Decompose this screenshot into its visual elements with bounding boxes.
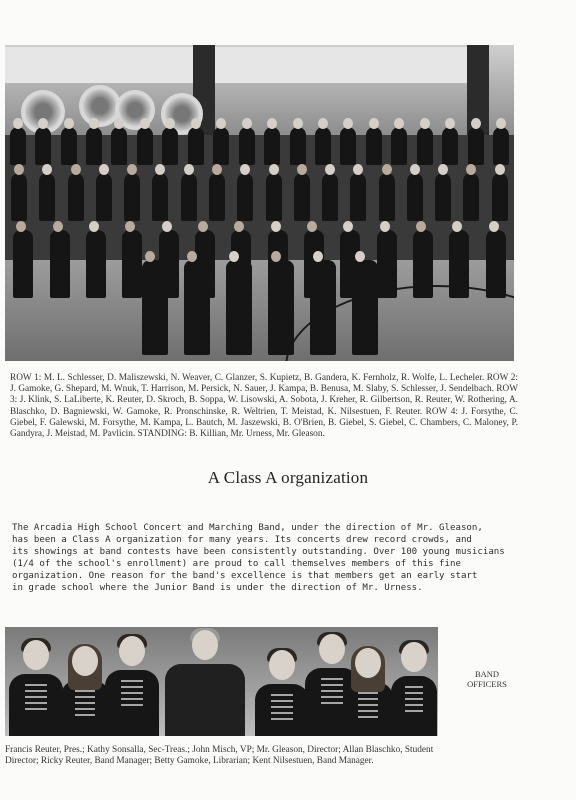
officer-figure: [165, 664, 245, 736]
wall-banner: [215, 47, 470, 83]
band-row-middle: [5, 173, 514, 223]
band-group-photo: [5, 45, 514, 361]
band-row-seated: [5, 260, 514, 360]
band-row-back: [5, 127, 514, 167]
officers-label-line: BAND: [474, 669, 500, 679]
body-line: The Arcadia High School Concert and Marching Band, under the direction of Mr. Gleason,: [12, 523, 483, 533]
officers-photo-caption: Francis Reuter, Pres.; Kathy Sonsalla, Sec-Treas.; John Misch, VP; Mr. Gleason, Director; Allan Blaschko, Student Director; Ricky Reuter, Band Manager; Betty Gamoke, Librarian; Kent Nilsestuen, Band Manager.: [5, 745, 434, 767]
officer-figure: [391, 676, 437, 736]
officer-figure: [255, 684, 309, 736]
wall-banner: [5, 47, 195, 83]
band-officers-label: [452, 669, 522, 689]
body-line: has been a Class A organization for many years. Its concerts drew record crowds, and: [12, 535, 472, 546]
officer-figure: [105, 670, 159, 736]
body-line: organization. One reason for the band's excellence is that members get an early start: [12, 571, 478, 582]
body-line: (1/4 of the school's enrollment) are proud to call themselves members of this fine: [12, 559, 461, 570]
officers-label-line: OFFICERS: [467, 679, 507, 689]
officer-figure: [343, 682, 393, 736]
body-paragraph: [12, 522, 542, 595]
section-heading: A Class A organization: [207, 468, 369, 487]
band-officers-photo: [5, 627, 438, 736]
officer-figure: [9, 674, 63, 736]
body-line: its showings at band contests have been consistently outstanding. Over 100 young musicians: [12, 547, 505, 558]
band-photo-caption: ROW 1: M. L. Schlesser, D. Maliszewski, N. Weaver, C. Glanzer, S. Kupietz, B. Gandera, K. Fernholz, R. Wolfe, L. Lecheler. ROW 2: J. Gamoke, G. Shepard, M. Wnuk, T. Harrison, M. Persick, N. Sauer, J. Kampa, B. Benusa, M. Slaby, S. Schlesser, J. Sendelbach. ROW 3: J. Klink, S. LaLiberte, K. Reuter, D. Skroch, B. Soppa, W. Lisowski, A. Sobota, J. Kreher, R. Gilbertson, R. Reuter, W. Rothering, A. Blaschko, D. Bagniewski, W. Gamoke, R. Pronschinske, R. Weltrien, T. Meistad, K. Nilsestuen, F. Reuter. ROW 4: J. Forsythe, C. Giebel, F. Galewski, M. Forsythe, M. Kampa, L. Bautch, M. Jaszewski, B. O'Brien, B. Giebel, S. Giebel, C. Chambers, C. Maloney, P. Gandyra, J. Meistad, M. Pavlicin. STANDING: B. Killian, Mr. Urness, Mr. Gleason.: [10, 373, 518, 440]
officer-figure: [61, 680, 109, 736]
body-line: in grade school where the Junior Band is under the direction of Mr. Urness.: [12, 583, 423, 594]
